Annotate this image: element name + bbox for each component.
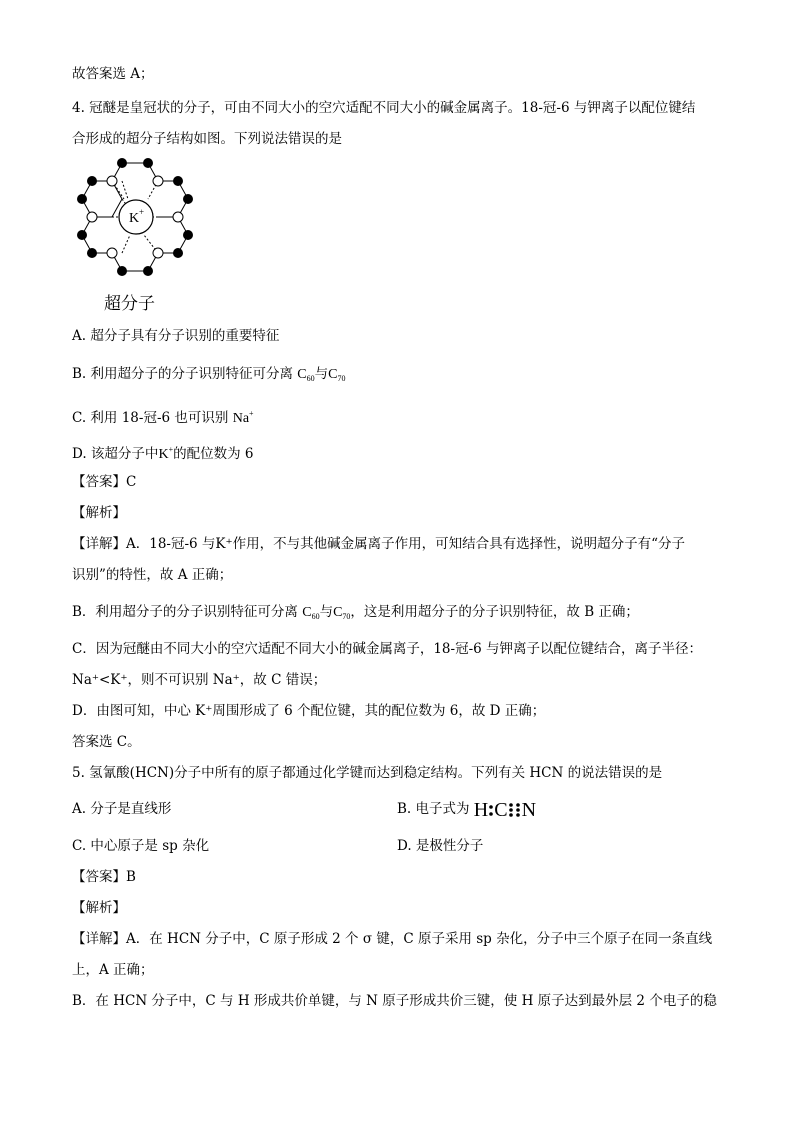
option-c-text: C. 利用 18-冠-6 也可识别 [72, 410, 233, 426]
question-5-answer: 【答案】B [72, 869, 136, 885]
question-4-option-a: A. 超分子具有分子识别的重要特征 [72, 328, 280, 344]
c60-formula: $C_{60}$ [297, 367, 315, 383]
question-5-option-a: A. 分子是直线形 [72, 801, 172, 817]
c70-formula: $C_{70}$ [328, 367, 346, 383]
question-5-stem: 5. 氢氰酸(HCN)分子中所有的原子都通过化学键而达到稳定结构。下列有关 HCN 的说法错误的是 [72, 765, 663, 781]
question-4-final-answer: 答案选 C。 [72, 734, 141, 750]
question-4-stem-line-2: 合形成的超分子结构如图。下列说法错误的是 [72, 131, 342, 147]
option-d-text: D. 该超分子中 [72, 446, 159, 462]
question-4-answer: 【答案】C [72, 474, 137, 490]
question-5-detail-a-line-1: 【详解】A．在 HCN 分子中，C 原子形成 2 个 σ 键，C 原子采用 sp 杂化，分子中三个原子在同一条直线 [72, 931, 713, 947]
potassium-ion-formula: K+ [158, 445, 174, 462]
c60-formula-detail: $C_{60}$ [302, 605, 320, 621]
sodium-ion-formula: Na+ [232, 409, 254, 426]
question-4-detail-c-line-1: C．因为冠醚由不同大小的空穴适配不同大小的碱金属离子，18-冠-6 与钾离子以配位键结合，离子半径： [72, 641, 703, 657]
question-4-detail-a-line-2: 识别”的特性，故 A 正确； [72, 567, 233, 583]
diagram-caption: 超分子 [104, 294, 155, 314]
option-b-and: 与 [314, 366, 329, 382]
shared-pair-dots-c-n [508, 801, 522, 819]
supramolecule-diagram [72, 155, 212, 315]
question-5-option-d: D. 是极性分子 [397, 838, 484, 854]
question-4-option-d [72, 440, 253, 465]
previous-answer-line: 故答案选 A； [72, 66, 154, 82]
option-b-text: B. 利用超分子的分子识别特征可分离 [72, 366, 298, 382]
potassium-ion-label: K [129, 211, 140, 226]
question-4-stem-line-1: 4. 冠醚是皇冠状的分子，可由不同大小的空穴适配不同大小的碱金属离子。18-冠-6 与钾离子以配位键结 [72, 100, 696, 116]
c70-formula-detail: $C_{70}$ [333, 605, 351, 621]
question-5-detail-b-line-1: B．在 HCN 分子中，C 与 H 形成共价单键，与 N 原子形成共价三键，使 H 原子达到最外层 2 个电子的稳 [72, 993, 717, 1009]
question-4-detail-b: B．利用超分子的分子识别特征可分离 $C_{60}$与$C_{70}$，这是利用超分子的分子识别特征，故 B 正确； [72, 604, 639, 621]
question-5-detail-a-line-2: 上，A 正确； [72, 962, 154, 978]
question-4-detail-a-line-1: 【详解】A．18-冠-6 与K⁺作用，不与其他碱金属离子作用，可知结合具有选择性，说明超分子有“分子 [72, 536, 686, 552]
question-4-option-b [72, 364, 345, 389]
question-5-option-b: B. 电子式为 H C N [397, 799, 537, 821]
question-4-detail-d: D．由图可知，中心 K⁺周围形成了 6 个配位键，其的配位数为 6，故 D 正确； [72, 703, 546, 719]
hcn-lewis-structure: H C N [473, 799, 537, 821]
potassium-ion-charge: + [139, 207, 145, 217]
question-5-option-c: C. 中心原子是 sp 杂化 [72, 838, 210, 854]
question-4-detail-c-line-2: Na⁺<K⁺，则不可识别 Na⁺，故 C 错误； [72, 672, 327, 688]
question-4-analysis-heading: 【解析】 [72, 505, 126, 521]
question-5-analysis-heading: 【解析】 [72, 900, 126, 916]
question-4-option-c [72, 404, 254, 429]
option-d-text-end: 的配位数为 6 [173, 446, 254, 462]
